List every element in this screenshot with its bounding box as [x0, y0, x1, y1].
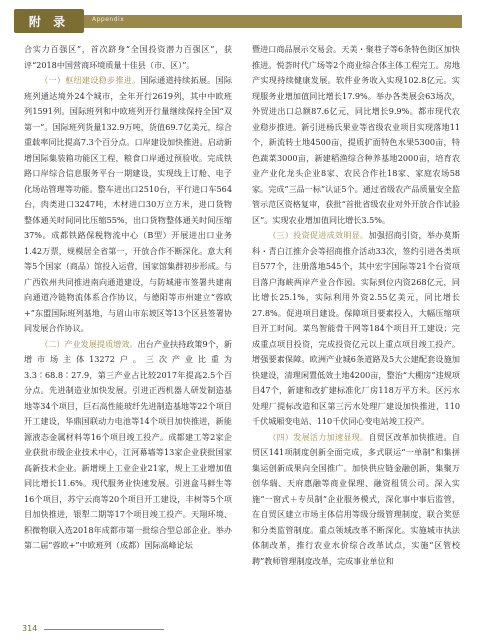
- paragraph-text: 自贸区改革加快推进。自贸区141项制度创新全面完成，多式联运“一单制”和集拼集运创新成果向全国推广。加快供应链金融创新，集聚万创华瑞、天府惠融等商业保理、融资租赁公司。深入实施“一窗式＋专员制”企业服务模式，深化事中事后监管，在自贸区建立市场主体信用等级分级管理制度，联合奖惩和分类监管制度。重点领域改革不断深化。实施城市执法体制改革，推行农业水价综合改革试点，实施“区管校聘”教师管理制度改革，完成事业单位和: [252, 431, 460, 566]
- paragraph: 暨进口商品展示交易会。天美・聚巷子等6条特色街区加快推进。悦荟时代广场等2个商业综合体主体工程完工。房地产实现持续健康发展。软件业务收入实现102.8亿元。实现服务业增加值同比增长17.9%。举办各类展会63场次，外贸进出口总额87.6亿元，同比增长9.9%。都市现代农业稳步推进。新引进杨氏果业等省级农业项目实现落地11个，新流转土地4500亩，提质扩面特色水果5300亩，特色蔬菜3000亩，新建稻渔综合种养基地2000亩，培育农业产业化龙头企业8家、农民合作社18家、家庭农场58家。完成“三品一标”认证5个。通过省级农产品质量安全监管示范区资格复审，获批“首批省级农业对外开放合作试验区”。实现农业增加值同比增长3.5%。: [252, 44, 460, 225]
- section-heading: （四）发展活力加速显现。: [268, 431, 369, 442]
- paragraph: [24, 337, 232, 554]
- paragraph-text: 加强招商引资，举办莫斯科・青白江推介会等招商推介活动33次，签约引进各类项目577个，注册落地545个，其中宏宇国际等21个台资项目落户海峡两岸产业合作园。实际到位内资268亿元，同比增长25.1%，实际利用外资2.55亿美元，同比增长27.8%。促进项目建设。保障项目要素投入，大幅压缩项目开工时间。菜鸟智能骨干网等184个项目开工建设；完成重点项目投资，完成投资亿元以上重点项目竣工投产。增强要素保障。欧洲产业城6条道路及5大公建配套设施加快建设，清理闲置低效土地4200亩，整治“大棚房”违规项目47个，新建和改扩建标准化厂房118万平方米。区污水处理厂提标改造和区第三污水处理厂建设加快推进，110千伏城厢变电站、110千伏同心变电站竣工投产。: [252, 230, 460, 426]
- paragraph-text: 国际通道持续拓展。国际班列通达境外24个城市，全年开行2619列，其中中欧班列1591列。国际班列和中欧班列开行量继续保持全国“双第一”。国际班列货量132.9万吨，货值69.7亿美元，综合重载率同比提高7.3个百分点。口岸建设加快推进。启动新增国际集装箱功能区工程，粮食口岸通过预验收。完成铁路口岸综合信息服务平台一期建设，实现线上订舱、电子化场站管理等功能。整车进出口2510台，平行进口车564台，肉类进口3247吨，木材进口30万立方米，进口货物整体通关时间同比压缩55%，出口货物整体通关时间压缩37%。成都铁路保税物流中心（B型）开展进出口业务1.42万票，规模居全省第一，开放合作不断深化。意大利等5个国家（商品）馆投入运营，国家馆集群初步形成。与广西钦州共同推进南向通道建设，与防城港市签署共建南向通道冷链物流体系合作协议，与德阳等市州建立“蓉欧+”东盟国际班列基地，与眉山市东坡区等13个区县签署协同发展合作协议。: [24, 75, 232, 333]
- page-number: 314: [22, 624, 38, 633]
- paragraph: [252, 228, 460, 430]
- section-title: 附 录: [28, 14, 70, 29]
- footer-rule: [44, 629, 164, 630]
- paragraph-text: 出台产业扶持政策9个，新增市场主体13272户。三次产业比重为3.3∶68.8∶27.9，第三产业占比较2017年提高2.5个百分点。先进制造业加快发展。引进正西机器人研发制造基地等34个项目，巨石高性能玻纤先进制造基地等22个项目开工建设，华鼎国联动力电池等14个项目加快推进，新能源液态金属材料等16个项目竣工投产。成都建工等2家企业获批市级企业技术中心，江河幕墙等13家企业获批国家高新技术企业。新增规上工业企业21家，规上工业增加值同比增长11.6%。现代服务业快速发展。引进盒马鲜生等16个项目，苏宁云商等20个项目开工建设，丰树等5个项目加快推进，银犁二期等17个项目竣工投产。天翔环境、积微物联入选2018年成都市第一批综合型总部企业。举办第二届“蓉欧+”中欧班列（成都）国际高峰论坛: [24, 338, 232, 550]
- section-heading: （一）枢纽建设稳步推进。: [40, 75, 141, 85]
- left-column: [24, 42, 232, 620]
- section-subtitle: Appendix: [92, 16, 125, 23]
- right-column: [252, 42, 460, 620]
- paragraph: [24, 73, 232, 337]
- paragraph: 合实力百强区”，首次跻身“全国投资潜力百强区”，获评“2018中国营商环境质量十佳县（市、区）”。: [24, 44, 232, 70]
- section-heading: （三）投资促进成效明显。: [268, 230, 369, 240]
- page-footer: [0, 622, 480, 642]
- header-tab: [14, 9, 84, 33]
- page-header: [0, 0, 480, 40]
- body-columns: [24, 42, 460, 620]
- section-heading: （二）产业发展提质增效。: [40, 338, 138, 349]
- paragraph: [252, 430, 460, 570]
